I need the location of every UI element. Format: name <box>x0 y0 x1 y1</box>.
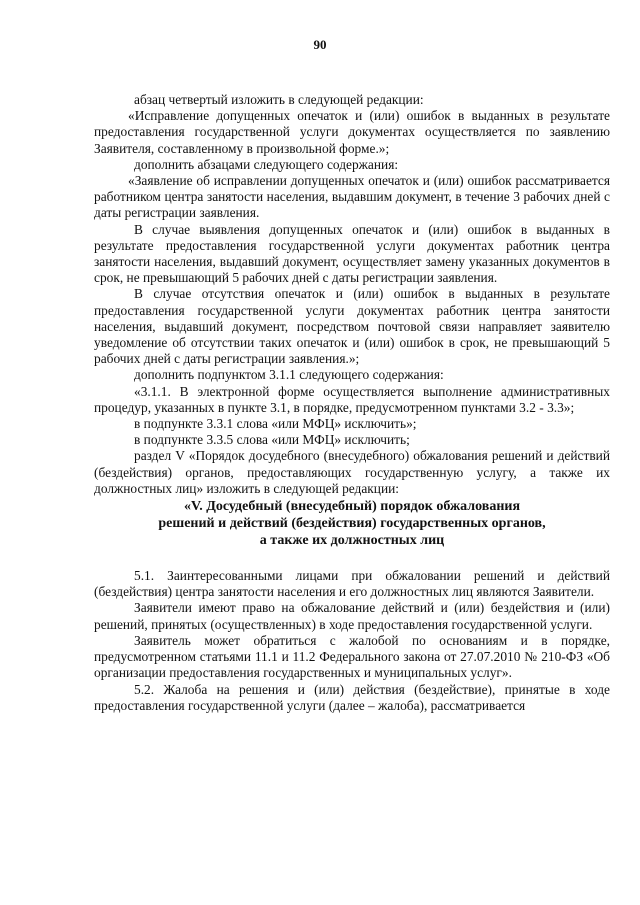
paragraph: Заявитель может обратиться с жалобой по основаниям и в порядке, предусмотренном статьями 11.1 и 11.2 Федерального закона от 27.07.2010 № 210-ФЗ «Об организации предоставления государственных и муниципальных услуг». <box>94 632 610 681</box>
paragraph: в подпункте 3.3.1 слова «или МФЦ» исключить»; <box>134 416 417 432</box>
paragraph: дополнить подпунктом 3.1.1 следующего содержания: <box>134 367 444 383</box>
document-body <box>94 92 610 714</box>
paragraph: Заявители имеют право на обжалование действий и (или) бездействия и (или) решений, принятых (осуществленных) в ходе предоставления государственной услуги. <box>94 600 610 632</box>
paragraph: «3.1.1. В электронной форме осуществляется выполнение административных процедур, указанных в пункте 3.1, в порядке, предусмотренном пунктами 3.2 - 3.3»; <box>94 383 610 415</box>
spacer <box>94 549 610 568</box>
paragraph: В случае выявления допущенных опечаток и (или) ошибок в выданных в результате предоставления государственной услуги документах работник центра занятости населения, выдавший документ, осуществляет замену указанных документов в срок, не превышающий 5 рабочих дней с даты регистрации заявления. <box>94 221 610 286</box>
paragraph: «Исправление допущенных опечаток и (или) ошибок в выданных в результате предоставления государственной услуги документах осуществляется по заявлению Заявителя, составленному в произвольной форме.»; <box>94 108 610 156</box>
paragraph: В случае отсутствия опечаток и (или) ошибок в выданных в результате предоставления государственной услуги документах работник центра занятости населения, выдавший документ, посредством почтовой связи направляет заявителю уведомление об отсутствии таких опечаток и (или) ошибок в срок, не превышающий 5 рабочих дней с даты регистрации заявления.»; <box>94 286 610 367</box>
section-heading <box>94 498 610 549</box>
page-number: 90 <box>313 37 327 52</box>
paragraph: в подпункте 3.3.5 слова «или МФЦ» исключить; <box>134 432 410 448</box>
paragraph: 5.1. Заинтересованными лицами при обжаловании решений и действий (бездействия) центра занятости населения и его должностных лиц являются Заявители. <box>94 568 610 600</box>
section-heading-line: а также их должностных лиц <box>259 533 445 549</box>
paragraph: раздел V «Порядок досудебного (внесудебного) обжалования решений и действий (бездействия) органов, предоставляющих государственную услугу, а также их должностных лиц» изложить в следующей редакции: <box>94 448 610 496</box>
paragraph: «Заявление об исправлении допущенных опечаток и (или) ошибок рассматривается работником центра занятости населения, выдавшим документ, в течение 3 рабочих дней с даты регистрации заявления. <box>94 173 610 221</box>
paragraph: абзац четвертый изложить в следующей редакции: <box>134 92 424 107</box>
paragraph: дополнить абзацами следующего содержания: <box>134 156 399 172</box>
section-heading-line: решений и действий (бездействия) государственных органов, <box>158 516 546 532</box>
section-heading-line: «V. Досудебный (внесудебный) порядок обжалования <box>183 499 521 515</box>
paragraph: 5.2. Жалоба на решения и (или) действия (бездействие), принятые в ходе предоставления государственной услуги (далее – жалоба), рассматривается <box>94 681 610 713</box>
